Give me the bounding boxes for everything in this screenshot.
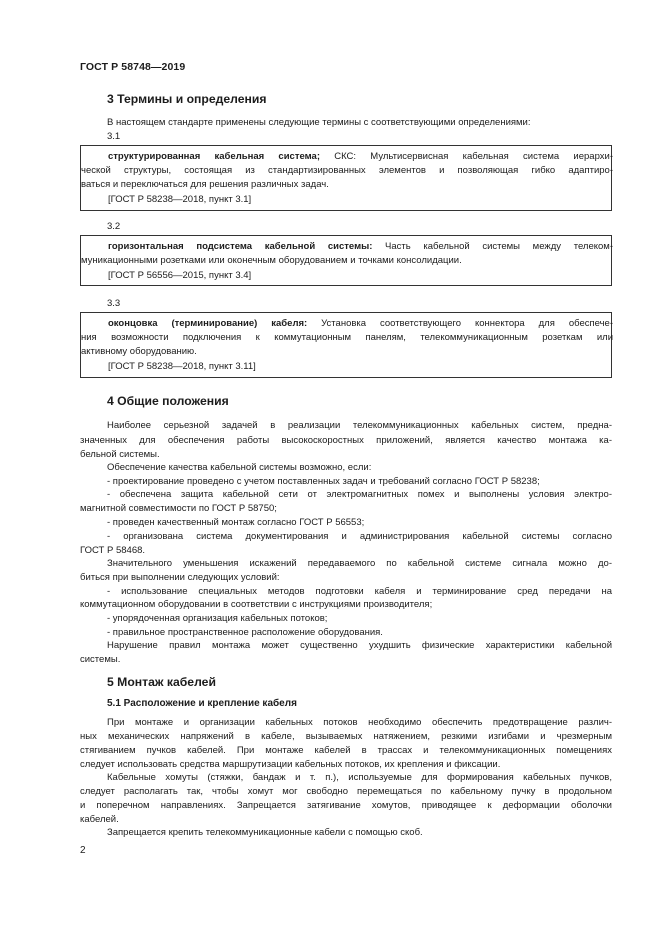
paragraph-line: биться при выполнении следующих условий: [80, 572, 280, 583]
standard-header: ГОСТ Р 58748—2019 [80, 61, 186, 73]
term-source: [ГОСТ Р 58238—2018, пункт 3.11] [108, 361, 256, 372]
term-line: активному оборудованию. [81, 346, 197, 357]
term-source: [ГОСТ Р 58238—2018, пункт 3.1] [108, 194, 252, 205]
paragraph-line: стягиванием пучков кабелей. При монтаже кабелей в трассах и телекоммуникационных помещениях [80, 745, 612, 756]
paragraph-line: бельной системы. [80, 449, 160, 460]
list-item: ГОСТ Р 58468. [80, 545, 146, 556]
term-number: 3.1 [107, 131, 121, 142]
page-number: 2 [80, 845, 86, 856]
section-4-title: 4 Общие положения [107, 394, 229, 408]
list-item: - использование специальных методов подготовки кабеля и терминирование сред передачи на [107, 586, 612, 597]
paragraph-line: и поперечном направлениях. Запрещается затягивание хомутов, приводящее к деформации оболочки [80, 800, 612, 811]
paragraph-line: Кабельные хомуты (стяжки, бандаж и т. п.), используемые для формирования кабельных пучков, [107, 772, 612, 783]
term-name: структурированная кабельная система; [108, 151, 320, 162]
list-item: - проектирование проведено с учетом поставленных задач и требований согласно ГОСТ Р 58238; [107, 476, 540, 487]
paragraph-line: следует располагать так, чтобы хомут мог свободно перемещаться по кабельному пучку в продольном [80, 786, 612, 797]
list-item: - проведен качественный монтаж согласно ГОСТ Р 56553; [107, 517, 365, 528]
term-line [108, 150, 613, 164]
term-definition: Часть кабельной системы между телеком- [372, 241, 613, 252]
paragraph-line: Обеспечение качества кабельной системы возможно, если: [107, 462, 372, 473]
term-line [81, 164, 613, 178]
term-number: 3.3 [107, 298, 121, 309]
list-item: - обеспечена защита кабельной сети от электромагнитных помех и выполнены условия электро- [107, 489, 612, 500]
paragraph-line: Нарушение правил монтажа может существенно ухудшить физические характеристики кабельной [107, 640, 612, 651]
term-line: ния возможности подключения к коммутационным панелям, телекоммуникационным розеткам или [81, 332, 613, 343]
term-source: [ГОСТ Р 56556—2015, пункт 3.4] [108, 270, 252, 281]
term-name: горизонтальная подсистема кабельной системы: [108, 241, 373, 252]
term-line [108, 240, 613, 254]
paragraph-line: значенных для обеспечения работы высокоскоростных приложений, является качество монтажа ка- [80, 435, 612, 446]
term-number: 3.2 [107, 221, 121, 232]
paragraph-line: При монтаже и организации кабельных потоков необходимо обеспечить предотвращение различ- [107, 717, 612, 728]
term-name: оконцовка (терминирование) кабеля: [108, 318, 308, 329]
paragraph-line: ных механических напряжений в кабеле, вызываемых натяжением, резкими изгибами и чрезмерным [80, 731, 612, 742]
paragraph-line: Значительного уменьшения искажений передаваемого по кабельной системе сигнала можно до- [107, 558, 612, 569]
paragraph-line: Запрещается крепить телекоммуникационные кабели с помощью скоб. [107, 827, 423, 838]
list-item: - правильное пространственное расположение оборудования. [107, 627, 383, 638]
term-box [80, 312, 612, 378]
paragraph-line: системы. [80, 654, 121, 665]
term-box [80, 235, 612, 286]
list-item: магнитной совместимости по ГОСТ Р 58750; [80, 503, 277, 514]
list-item: - организована система документирования и администрирования кабельной системы согласно [107, 531, 612, 542]
term-definition: Установка соответствующего коннектора для обеспече- [307, 318, 613, 329]
subsection-5-1-title: 5.1 Расположение и крепление кабеля [107, 698, 297, 709]
term-line [108, 317, 613, 331]
term-definition: СКС: Мультисервисная кабельная система иерархи- [319, 151, 613, 162]
paragraph-line: кабелей. [80, 814, 119, 825]
section-3-intro: В настоящем стандарте применены следующие термины с соответствующими определениями: [107, 117, 531, 128]
term-definition: ческой структуры, состоящая из стандартизированных элементов и позволяющая гибко адаптиро- [81, 165, 613, 176]
list-item: коммутационном оборудовании в соответствии с инструкциями производителя; [80, 599, 433, 610]
section-5-title: 5 Монтаж кабелей [107, 675, 216, 689]
section-3-title: 3 Термины и определения [107, 92, 267, 106]
term-line: муникационными розетками или оконечным оборудованием и точками консолидации. [81, 255, 462, 266]
paragraph-line: следует использовать средства маршрутизации кабельных потоков, их крепления и фиксации. [80, 759, 501, 770]
term-line: ваться и переключаться для решения различных задач. [81, 179, 329, 190]
list-item: - упорядоченная организация кабельных потоков; [107, 613, 328, 624]
paragraph-line: Наиболее серьезной задачей в реализации телекоммуникационных кабельных систем, предна- [107, 420, 612, 431]
term-box [80, 145, 612, 211]
